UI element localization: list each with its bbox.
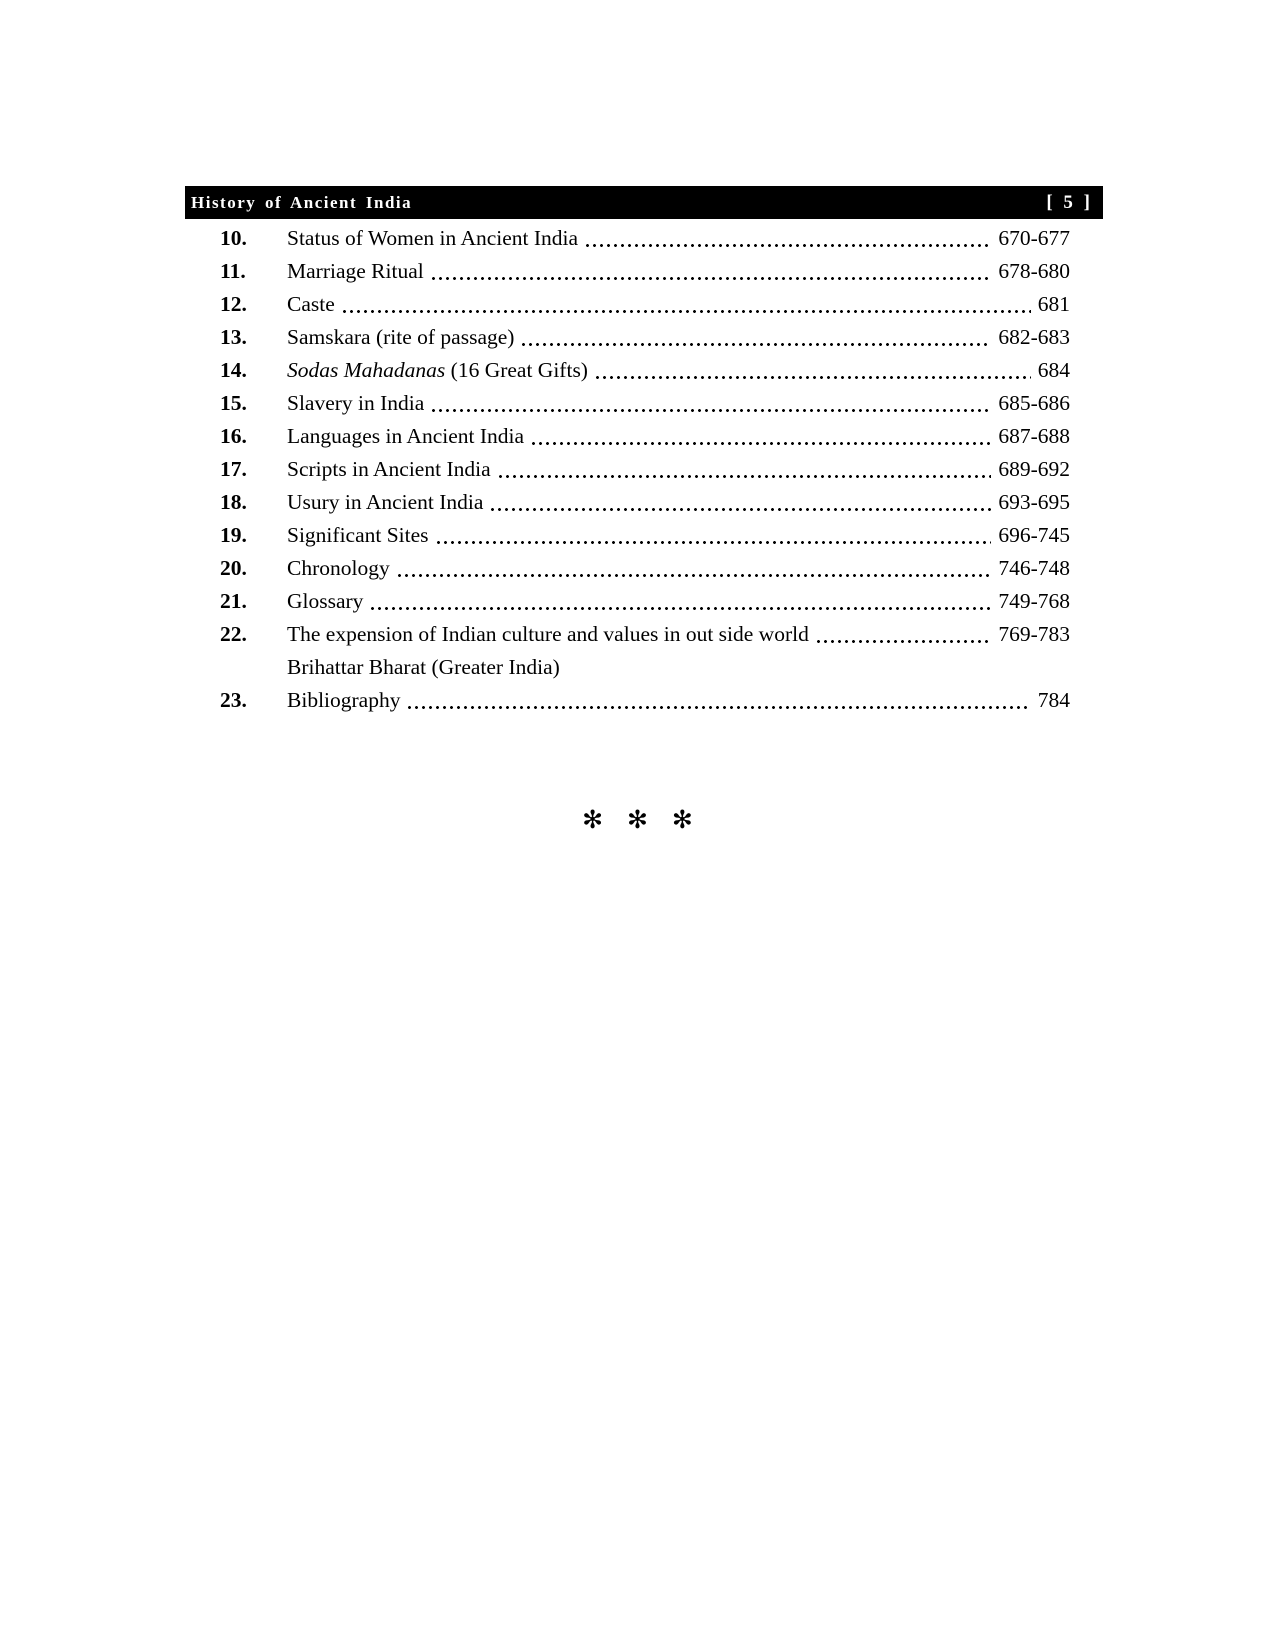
toc-entry-pages: 685-686 [998, 391, 1070, 415]
dot-leader [594, 354, 1031, 387]
toc-entry [220, 486, 1070, 519]
toc-entry-pages: 749-768 [998, 589, 1070, 613]
toc-entry-subtitle: Brihattar Bharat (Greater India) [287, 655, 560, 679]
toc-entry-title: Usury in Ancient India [287, 490, 484, 514]
book-title: History of Ancient India [191, 192, 413, 212]
toc-entry-number: 13. [220, 325, 247, 349]
toc-entry-title: Languages in Ancient India [287, 424, 525, 448]
toc-entry [220, 288, 1070, 321]
toc-entry [220, 387, 1070, 420]
toc-entry-pages: 769-783 [998, 622, 1070, 646]
toc-entry [220, 552, 1070, 585]
toc-entry-number: 21. [220, 589, 247, 613]
dot-leader [369, 585, 991, 618]
running-header-bar [185, 186, 1103, 219]
dot-leader [520, 321, 991, 354]
toc-entry-title: Status of Women in Ancient India [287, 226, 579, 250]
toc-entry [220, 453, 1070, 486]
toc-entry [220, 354, 1070, 387]
toc-entry-title-italic: Sodas Mahadanas [287, 358, 446, 382]
toc-entry-title: Chronology [287, 556, 390, 580]
dot-leader [584, 222, 991, 255]
page-number-indicator: [ 5 ] [1046, 191, 1093, 213]
toc-entry-title: Glossary [287, 589, 364, 613]
toc-entry-pages: 682-683 [998, 325, 1070, 349]
toc-entry-pages: 681 [1037, 292, 1070, 316]
toc-entry-title: (16 Great Gifts) [445, 358, 588, 382]
toc-entry-number: 23. [220, 688, 247, 712]
dot-leader [497, 453, 992, 486]
toc-entry-pages: 693-695 [998, 490, 1070, 514]
toc-entry-number: 11. [220, 259, 246, 283]
toc-entry-number: 12. [220, 292, 247, 316]
toc-entry-number: 18. [220, 490, 247, 514]
toc-entry [220, 684, 1070, 717]
toc-entry-number: 15. [220, 391, 247, 415]
toc-entry-number: 22. [220, 622, 247, 646]
dot-leader [430, 255, 992, 288]
dot-leader [396, 552, 992, 585]
toc-entry [220, 618, 1070, 651]
toc-entry-title: Samskara (rite of passage) [287, 325, 515, 349]
toc-entry-title: Slavery in India [287, 391, 425, 415]
toc-entry-number: 14. [220, 358, 247, 382]
toc-entry [220, 420, 1070, 453]
toc-entry [220, 222, 1070, 255]
toc-entry-pages: 678-680 [998, 259, 1070, 283]
dot-leader [430, 387, 991, 420]
toc-list [185, 222, 1103, 717]
dot-leader [406, 684, 1030, 717]
toc-entry-pages: 684 [1037, 358, 1070, 382]
toc-entry-number: 10. [220, 226, 247, 250]
toc-entry-title: Significant Sites [287, 523, 429, 547]
dot-leader [815, 618, 991, 651]
toc-entry-pages: 784 [1037, 688, 1070, 712]
toc-entry-number: 17. [220, 457, 247, 481]
toc-entry-title: Scripts in Ancient India [287, 457, 491, 481]
toc-entry [220, 255, 1070, 288]
dot-leader [435, 519, 992, 552]
toc-entry-pages: 689-692 [998, 457, 1070, 481]
toc-entry [220, 519, 1070, 552]
page-content [185, 186, 1103, 717]
toc-entry-pages: 687-688 [998, 424, 1070, 448]
dot-leader [489, 486, 991, 519]
toc-entry [220, 321, 1070, 354]
toc-entry-pages: 696-745 [998, 523, 1070, 547]
toc-entry-title: Caste [287, 292, 335, 316]
toc-entry-number: 16. [220, 424, 247, 448]
toc-entry-pages: 670-677 [998, 226, 1070, 250]
toc-entry-pages: 746-748 [998, 556, 1070, 580]
toc-entry-number: 19. [220, 523, 247, 547]
toc-entry-number: 20. [220, 556, 247, 580]
section-divider-ornament: ✻ ✻ ✻ [582, 805, 693, 834]
dot-leader [530, 420, 991, 453]
dot-leader [341, 288, 1031, 321]
toc-entry-title: Bibliography [287, 688, 401, 712]
toc-entry-title: The expension of Indian culture and values in out side world [287, 622, 809, 646]
toc-entry [220, 585, 1070, 618]
toc-entry-title: Marriage Ritual [287, 259, 424, 283]
